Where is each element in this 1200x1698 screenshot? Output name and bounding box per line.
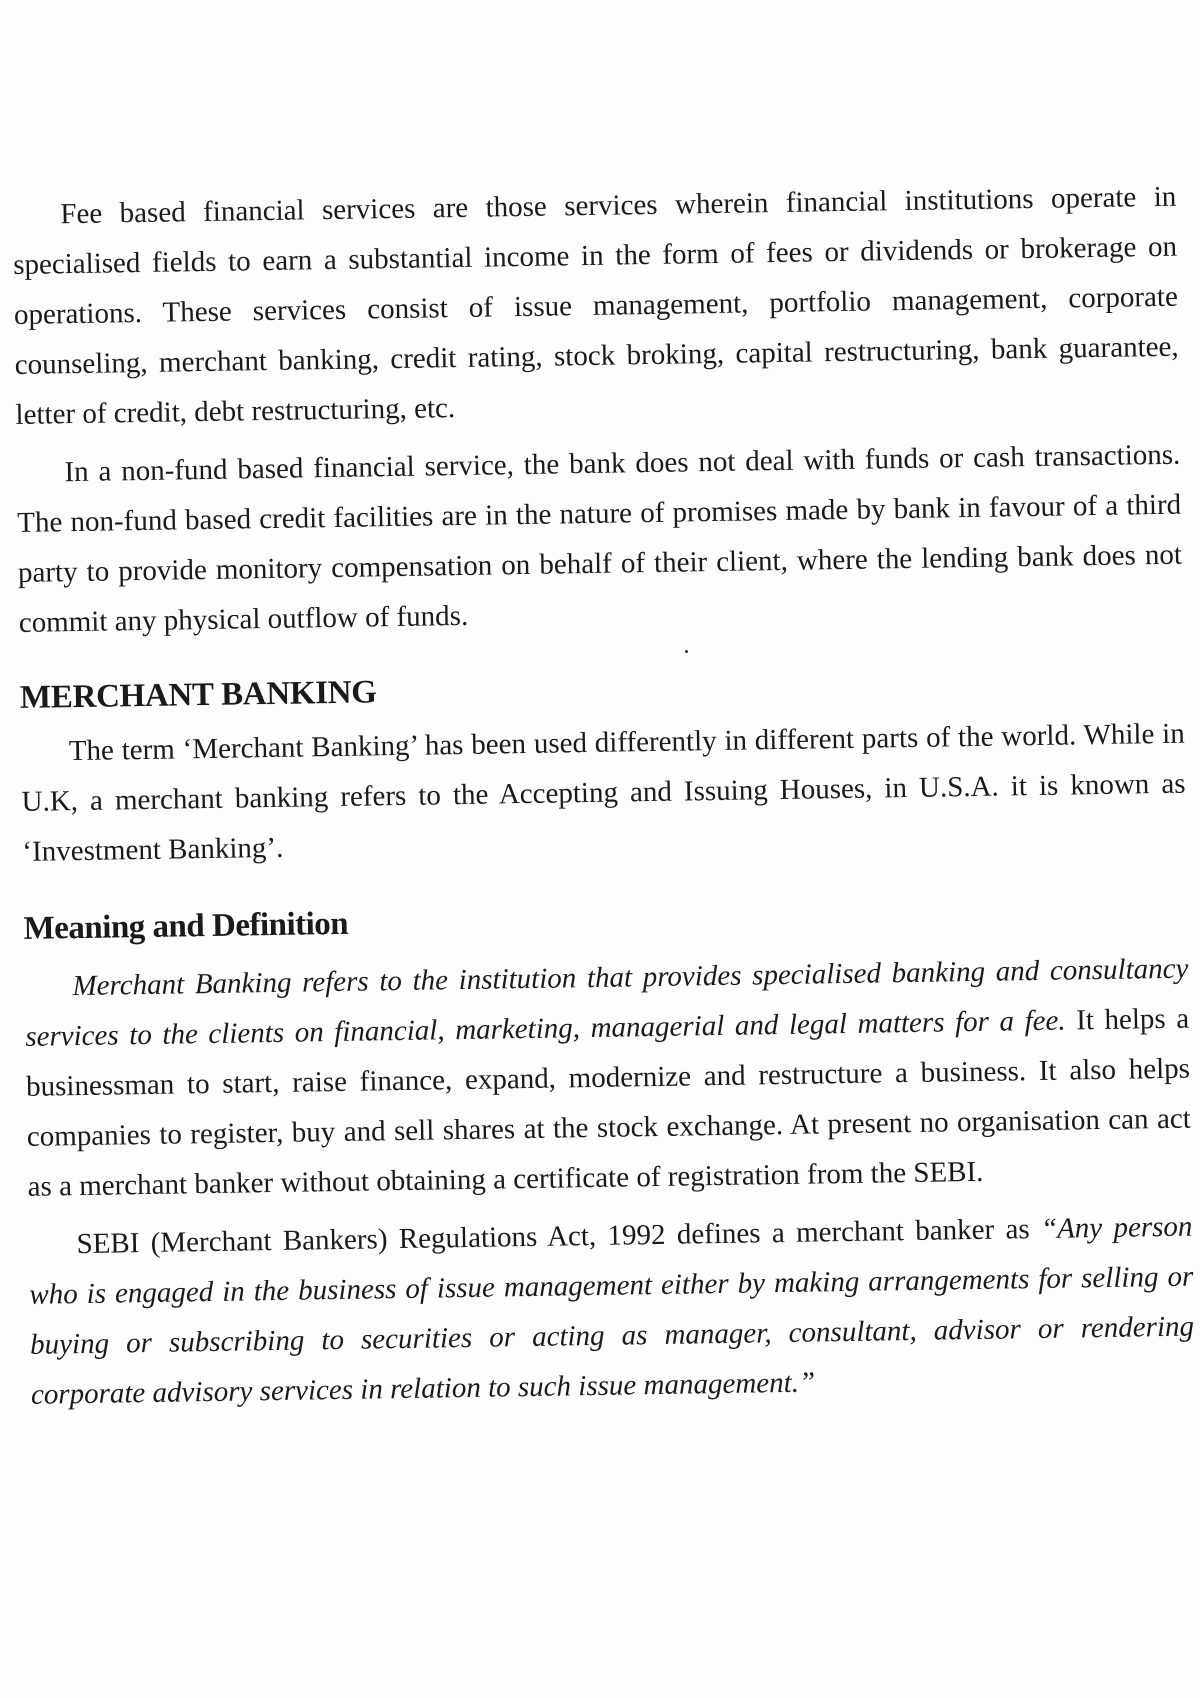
sebi-lead-text: SEBI (Merchant Bankers) Regulations Act, 1992 defines a merchant banker as: [76, 1212, 1042, 1261]
definition-italic-text: Merchant Banking refers to the institution that provides specialised banking and consultancy services to the clients on financial, marketing, managerial and legal matters for a fee.: [25, 952, 1189, 1053]
paragraph-sebi-definition: [28, 1202, 1195, 1420]
definition-rest-text: It helps a businessman to start, raise finance, expand, modernize and restructure a business. It also helps companies to register, buy and sell shares at the stock exchange. At present no organisation can act as a merchant banker without obtaining a certificate of registration from the SEBI.: [25, 1002, 1191, 1203]
heading-merchant-banking: MERCHANT BANKING: [19, 674, 377, 716]
heading-meaning-definition: Meaning and Definition: [23, 905, 349, 947]
paragraph-non-fund-based: In a non-fund based financial service, the bank does not deal with funds or cash transactions. The non-fund based credit facilities are in the nature of promises made by bank in favour of a third party to provide monitory compensation on behalf of their client, where the lending bank does not commit any physical outflow of funds.: [16, 438, 1183, 639]
paragraph-merchant-banking: The term ‘Merchant Banking’ has been used differently in different parts of the world. While in U.K, a merchant banking refers to the Accepting and Issuing Houses, in U.S.A. it is known as ‘Investment Banking’.: [21, 717, 1186, 868]
paragraph-fee-based: Fee based financial services are those services wherein financial institutions operate in specialised fields to earn a substantial income in the form of fees or dividends or brokerage on operations. These services consist of issue management, portfolio management, corporate counseling, merchant banking, credit rating, stock broking, capital restructuring, bank guarantee, letter of credit, debt restructuring, etc.: [12, 180, 1179, 431]
page-content: [12, 172, 1195, 1420]
paragraph-definition: [24, 944, 1192, 1212]
sebi-quote-text: “Any person who is engaged in the business of issue management either by making arrangements for selling or buying or subscribing to securities or acting as manager, consultant, advisor or rendering corporate advisory services in relation to such issue management.”: [29, 1210, 1195, 1411]
